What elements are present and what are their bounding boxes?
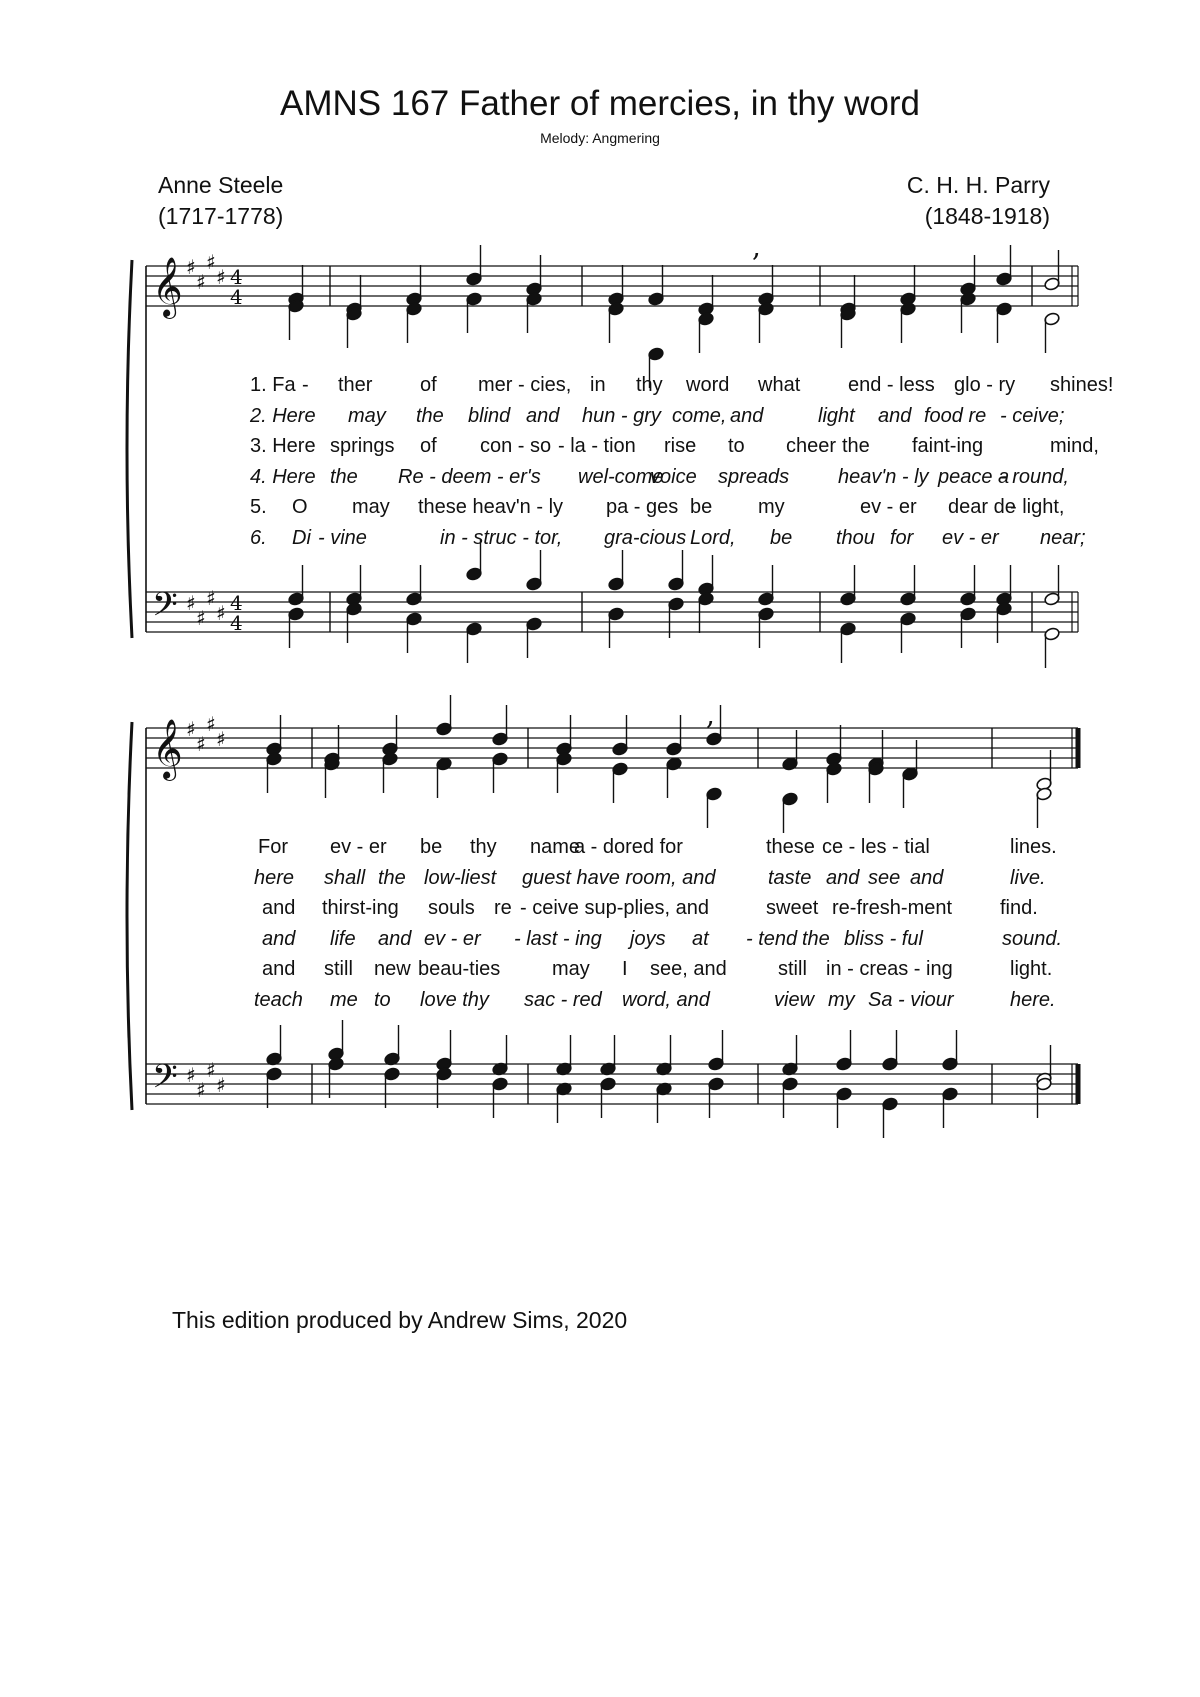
lyric-syllable: O [292, 496, 308, 518]
lyric-syllable: beau-ties [418, 958, 501, 980]
melody-name: Melody: Angmering [540, 130, 660, 146]
lyric-syllable: what [758, 374, 801, 396]
lyric-syllable: ther [338, 374, 373, 396]
lyric-syllable: and [526, 404, 560, 427]
lyric-syllable: and [378, 927, 412, 950]
lyric-syllable: Re - deem - er's [398, 465, 541, 488]
lyric-syllable: I [622, 958, 628, 980]
lyric-syllable: the [802, 927, 830, 950]
lyric-syllable: find. [1000, 897, 1038, 919]
lyric-syllable: and [826, 866, 860, 889]
lyric-syllable: of [420, 374, 437, 396]
lyric-syllable: blind [468, 404, 511, 427]
lyric-syllable: see [868, 866, 901, 889]
lyric-syllable: re-fresh-ment [832, 897, 953, 919]
sharp-icon: ♯ [186, 1063, 196, 1087]
lyric-syllable: still [778, 958, 807, 980]
system-brace [127, 722, 132, 1110]
lyric-syllable: word [686, 374, 730, 396]
lyric-syllable: ev - er [860, 496, 917, 518]
sharp-icon: ♯ [216, 727, 226, 751]
lyric-syllable: and [910, 866, 944, 889]
sharp-icon: ♯ [216, 265, 226, 289]
lyric-syllable: these heav'n - ly [418, 496, 564, 518]
time-signature-numerator: 4 [230, 265, 243, 289]
lyric-syllable: the [842, 435, 870, 457]
lyric-syllable: see, and [650, 958, 727, 980]
sharp-icon: ♯ [196, 732, 206, 756]
lyric-syllable: light [818, 404, 855, 427]
treble-clef-icon: 𝄞 [152, 257, 183, 317]
lyric-syllable: re [494, 897, 512, 919]
lyric-syllable: mer - cies, [478, 374, 572, 396]
lyric-syllable: glo - ry [954, 374, 1016, 396]
lyric-syllable: Sa - viour [868, 988, 954, 1011]
lyric-syllable: be [690, 496, 713, 518]
lyric-syllable: in - struc - tor, [440, 526, 563, 549]
author-name: Anne Steele [158, 172, 284, 198]
lyric-syllable: heav'n - ly [838, 465, 929, 488]
lyric-syllable: life [330, 927, 356, 950]
lyric-syllable: hun - gry [582, 404, 661, 427]
lyric-syllable: may [552, 958, 590, 980]
lyric-syllable: here. [1010, 988, 1056, 1011]
lyric-syllable: sound. [1002, 927, 1063, 950]
lyric-syllable: - last - ing [514, 927, 602, 950]
treble-clef-icon: 𝄞 [152, 719, 183, 779]
lyric-syllable: 4. Here [250, 465, 316, 488]
lyric-syllable: name [530, 836, 581, 858]
lyric-syllable: the [330, 465, 358, 488]
sharp-icon: ♯ [196, 1078, 206, 1102]
lyric-syllable: con - so [480, 435, 552, 457]
lyric-syllable: voice [650, 465, 697, 488]
lyric-syllable: lines. [1010, 836, 1057, 858]
breath-mark-icon: , [706, 698, 715, 731]
lyric-syllable: and [878, 404, 912, 427]
lyric-syllable: thy [470, 836, 497, 858]
lyric-syllable: bliss - ful [844, 927, 923, 950]
composer-dates: (1848-1918) [924, 203, 1050, 229]
sharp-icon: ♯ [216, 601, 226, 625]
lyric-syllable: springs [330, 435, 395, 457]
lyric-syllable: my [758, 496, 785, 518]
lyric-syllable: thy [636, 374, 663, 396]
lyric-syllable: faint-ing [912, 435, 984, 457]
lyric-syllable: - tend [746, 927, 798, 950]
lyric-syllable: love thy [420, 988, 489, 1011]
lyric-syllable: shines! [1050, 374, 1114, 396]
bass-clef-icon: 𝄢 [152, 1058, 178, 1104]
lyric-syllable: light. [1010, 958, 1053, 980]
sharp-icon: ♯ [206, 712, 216, 736]
lyric-syllable: - round, [1000, 465, 1069, 488]
sharp-icon: ♯ [196, 270, 206, 294]
lyric-syllable: Di [292, 526, 311, 549]
lyric-syllable: at [692, 927, 709, 950]
lyric-syllable: be [770, 526, 793, 549]
lyric-syllable: new [374, 958, 411, 980]
lyric-syllable: 3. Here [250, 435, 316, 457]
lyric-syllable: here [254, 866, 295, 889]
sharp-icon: ♯ [186, 717, 196, 741]
lyric-syllable: live. [1010, 866, 1046, 889]
system-brace [127, 260, 132, 638]
lyric-syllable: view [774, 988, 815, 1011]
author-dates: (1717-1778) [158, 203, 284, 229]
lyric-syllable: thirst-ing [322, 897, 399, 919]
lyric-syllable: wel-come [578, 465, 664, 488]
lyric-syllable: low-liest [424, 866, 497, 889]
composer-name: C. H. H. Parry [906, 172, 1050, 198]
lyric-syllable: sweet [766, 897, 819, 919]
lyric-syllable: near; [1040, 526, 1086, 549]
lyric-syllable: taste [768, 866, 812, 889]
lyric-syllable: souls [428, 897, 475, 919]
lyric-syllable: for [890, 526, 914, 549]
lyric-syllable: cheer [786, 435, 837, 457]
lyric-syllable: - ceive; [1000, 404, 1065, 427]
lyric-syllable: sac - red [524, 988, 602, 1011]
lyric-syllable: - [302, 374, 309, 396]
breath-mark-icon: , [752, 230, 761, 263]
lyric-syllable: dear de [948, 496, 1016, 518]
lyric-syllable: teach [254, 988, 303, 1011]
lyric-syllable: - la - tion [558, 435, 636, 457]
lyric-syllable: joys [630, 927, 666, 950]
lyric-syllable: still [324, 958, 353, 980]
lyric-syllable: guest have room, and [522, 866, 716, 889]
lyric-syllable: my [828, 988, 855, 1011]
lyric-syllable: gra-cious [604, 526, 687, 549]
lyric-syllable: pa - ges [606, 496, 679, 518]
lyric-syllable: may [352, 496, 390, 518]
lyric-syllable: the [378, 866, 406, 889]
lyric-syllable: ev - er [942, 526, 999, 549]
lyric-syllable: 2. Here [250, 404, 316, 427]
lyric-syllable: thou [836, 526, 875, 549]
lyric-syllable: in [590, 374, 606, 396]
lyric-syllable: food re [924, 404, 987, 427]
lyric-syllable: these [766, 836, 815, 858]
sharp-icon: ♯ [196, 606, 206, 630]
time-signature-denominator: 4 [230, 611, 243, 635]
lyric-syllable: For [258, 836, 288, 858]
lyric-syllable: shall [324, 866, 366, 889]
lyric-syllable: to [374, 988, 391, 1011]
lyric-syllable: in - creas - ing [826, 958, 953, 980]
lyric-syllable: and [730, 404, 764, 427]
lyric-syllable: and [262, 897, 296, 919]
lyric-syllable: spreads [718, 465, 790, 488]
sharp-icon: ♯ [186, 591, 196, 615]
lyric-syllable: mind, [1050, 435, 1099, 457]
lyric-syllable: 1. Fa [250, 374, 296, 396]
lyric-syllable: - ceive sup-plies, and [520, 897, 709, 919]
time-signature-numerator: 4 [230, 591, 243, 615]
sharp-icon: ♯ [206, 1058, 216, 1082]
lyric-syllable: Lord, [690, 526, 736, 549]
lyric-syllable: come, [672, 404, 727, 427]
lyric-syllable: the [416, 404, 444, 427]
sharp-icon: ♯ [206, 586, 216, 610]
lyric-syllable: - vine [318, 526, 367, 549]
lyric-syllable: of [420, 435, 437, 457]
lyric-syllable: end - less [848, 374, 935, 396]
lyric-syllable: - light, [1010, 496, 1065, 518]
sharp-icon: ♯ [216, 1073, 226, 1097]
lyric-syllable: me [330, 988, 358, 1011]
time-signature-denominator: 4 [230, 285, 243, 309]
lyric-syllable: be [420, 836, 443, 858]
lyric-syllable: rise [664, 435, 697, 457]
lyric-syllable: peace a [938, 465, 1010, 488]
edition-credit: This edition produced by Andrew Sims, 2020 [172, 1307, 628, 1333]
lyric-syllable: ev - er [330, 836, 387, 858]
lyric-syllable: to [728, 435, 745, 457]
lyric-syllable: ev - er [424, 927, 481, 950]
lyric-syllable: and [262, 958, 296, 980]
lyric-syllable: ce - les - tial [822, 836, 930, 858]
lyric-syllable: word, and [622, 988, 710, 1011]
lyric-syllable: and [262, 927, 296, 950]
lyric-syllable: 6. [250, 526, 267, 549]
lyric-syllable: may [348, 404, 386, 427]
lyric-syllable: 5. [250, 496, 267, 518]
sharp-icon: ♯ [186, 255, 196, 279]
lyric-syllable: a - dored for [574, 836, 683, 858]
sharp-icon: ♯ [206, 250, 216, 274]
hymn-title: AMNS 167 Father of mercies, in thy word [280, 84, 920, 123]
bass-clef-icon: 𝄢 [152, 586, 178, 632]
